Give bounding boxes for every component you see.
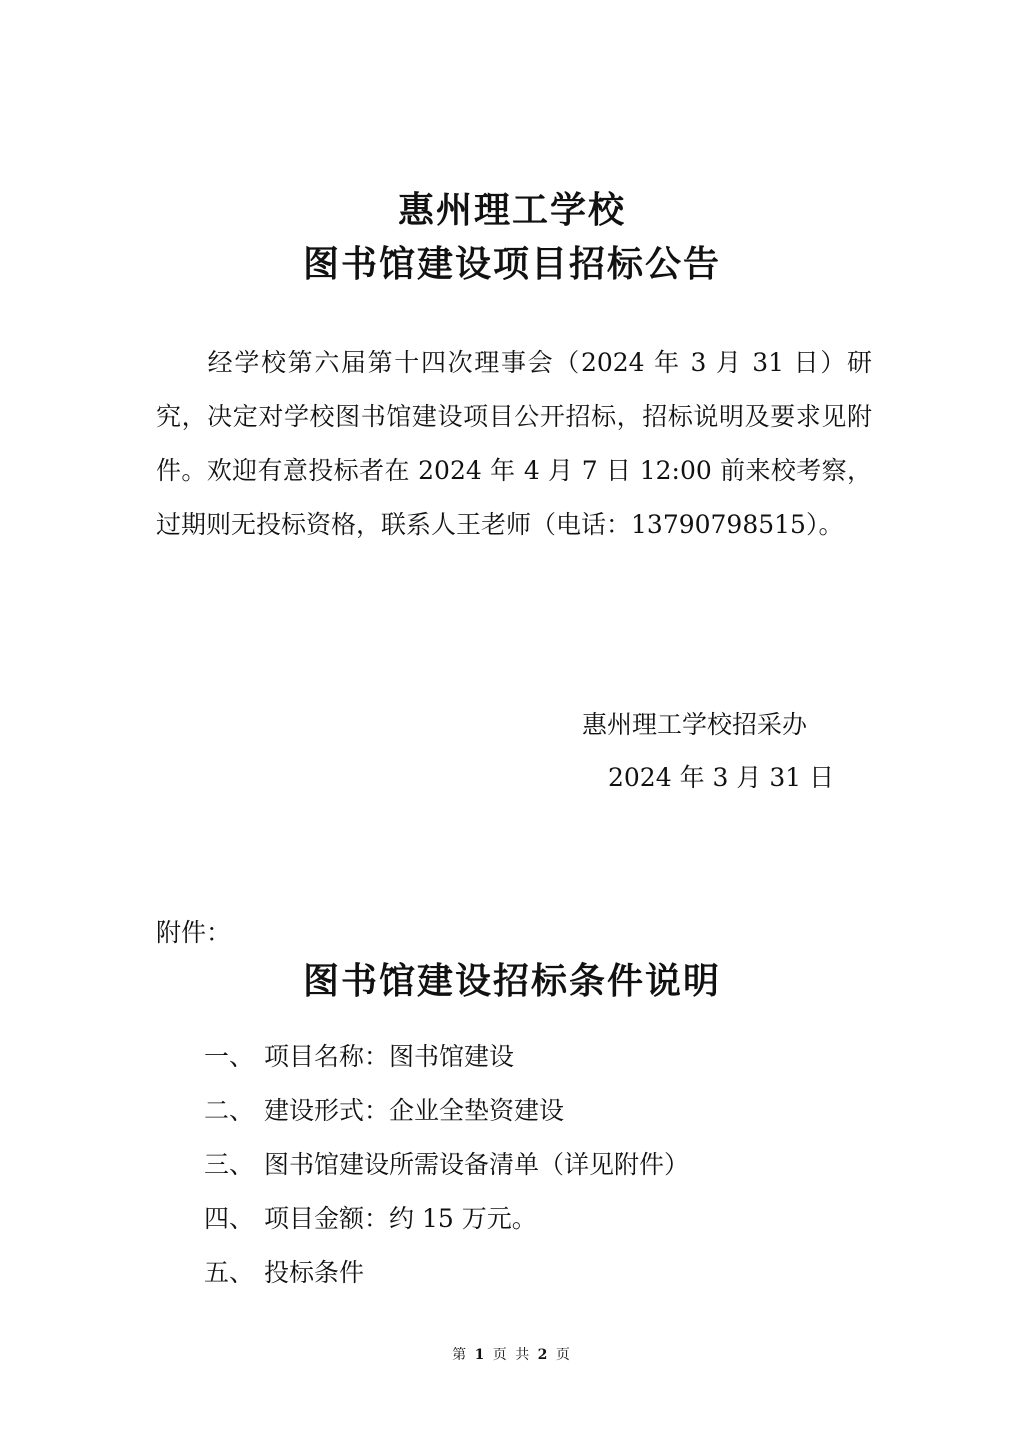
signature-date: 2024 年 3 月 31 日 — [608, 763, 835, 792]
footer-prefix: 第 — [452, 1347, 469, 1363]
footer-suffix: 页 — [555, 1347, 572, 1363]
footer-total-pages: 2 — [537, 1347, 550, 1363]
list-item — [204, 1138, 884, 1192]
attachment-title: 图书馆建设招标条件说明 — [302, 961, 721, 1002]
announcement-text: 经学校第六届第十四次理事会（2024 年 3 月 31 日）研究，决定对学校图书馆建设项目公开招标，招标说明及要求见附件。欢迎有意投标者在 2024 年 4 月 7 日 12:00 前来校考察，过期则无投标资格，联系人王老师（电话：13790798515）。 — [156, 348, 872, 539]
list-item-number: 二、 — [204, 1096, 255, 1125]
list-item-number: 四、 — [204, 1204, 255, 1233]
page-footer — [0, 1344, 1024, 1364]
list-item-text: 图书馆建设所需设备清单（详见附件） — [264, 1150, 690, 1179]
list-item — [204, 1084, 884, 1138]
list-item — [204, 1030, 884, 1084]
footer-current-page: 1 — [474, 1347, 487, 1363]
list-item-text: 项目金额：约 15 万元。 — [264, 1204, 537, 1233]
conditions-list — [204, 1030, 884, 1300]
announcement-paragraph — [156, 336, 872, 552]
list-item-number: 五、 — [204, 1258, 255, 1287]
list-item-text: 项目名称：图书馆建设 — [264, 1042, 515, 1071]
footer-middle: 页 共 — [492, 1347, 532, 1363]
signature-organization: 惠州理工学校招采办 — [582, 710, 808, 739]
list-item-text: 投标条件 — [264, 1258, 365, 1287]
list-item — [204, 1246, 884, 1300]
list-item — [204, 1192, 884, 1246]
announcement-title: 图书馆建设项目招标公告 — [302, 244, 721, 285]
list-item-number: 三、 — [204, 1150, 255, 1179]
attachment-label: 附件： — [156, 918, 232, 947]
list-item-text: 建设形式：企业全垫资建设 — [264, 1096, 565, 1125]
list-item-number: 一、 — [204, 1042, 255, 1071]
school-name-title: 惠州理工学校 — [397, 190, 626, 231]
